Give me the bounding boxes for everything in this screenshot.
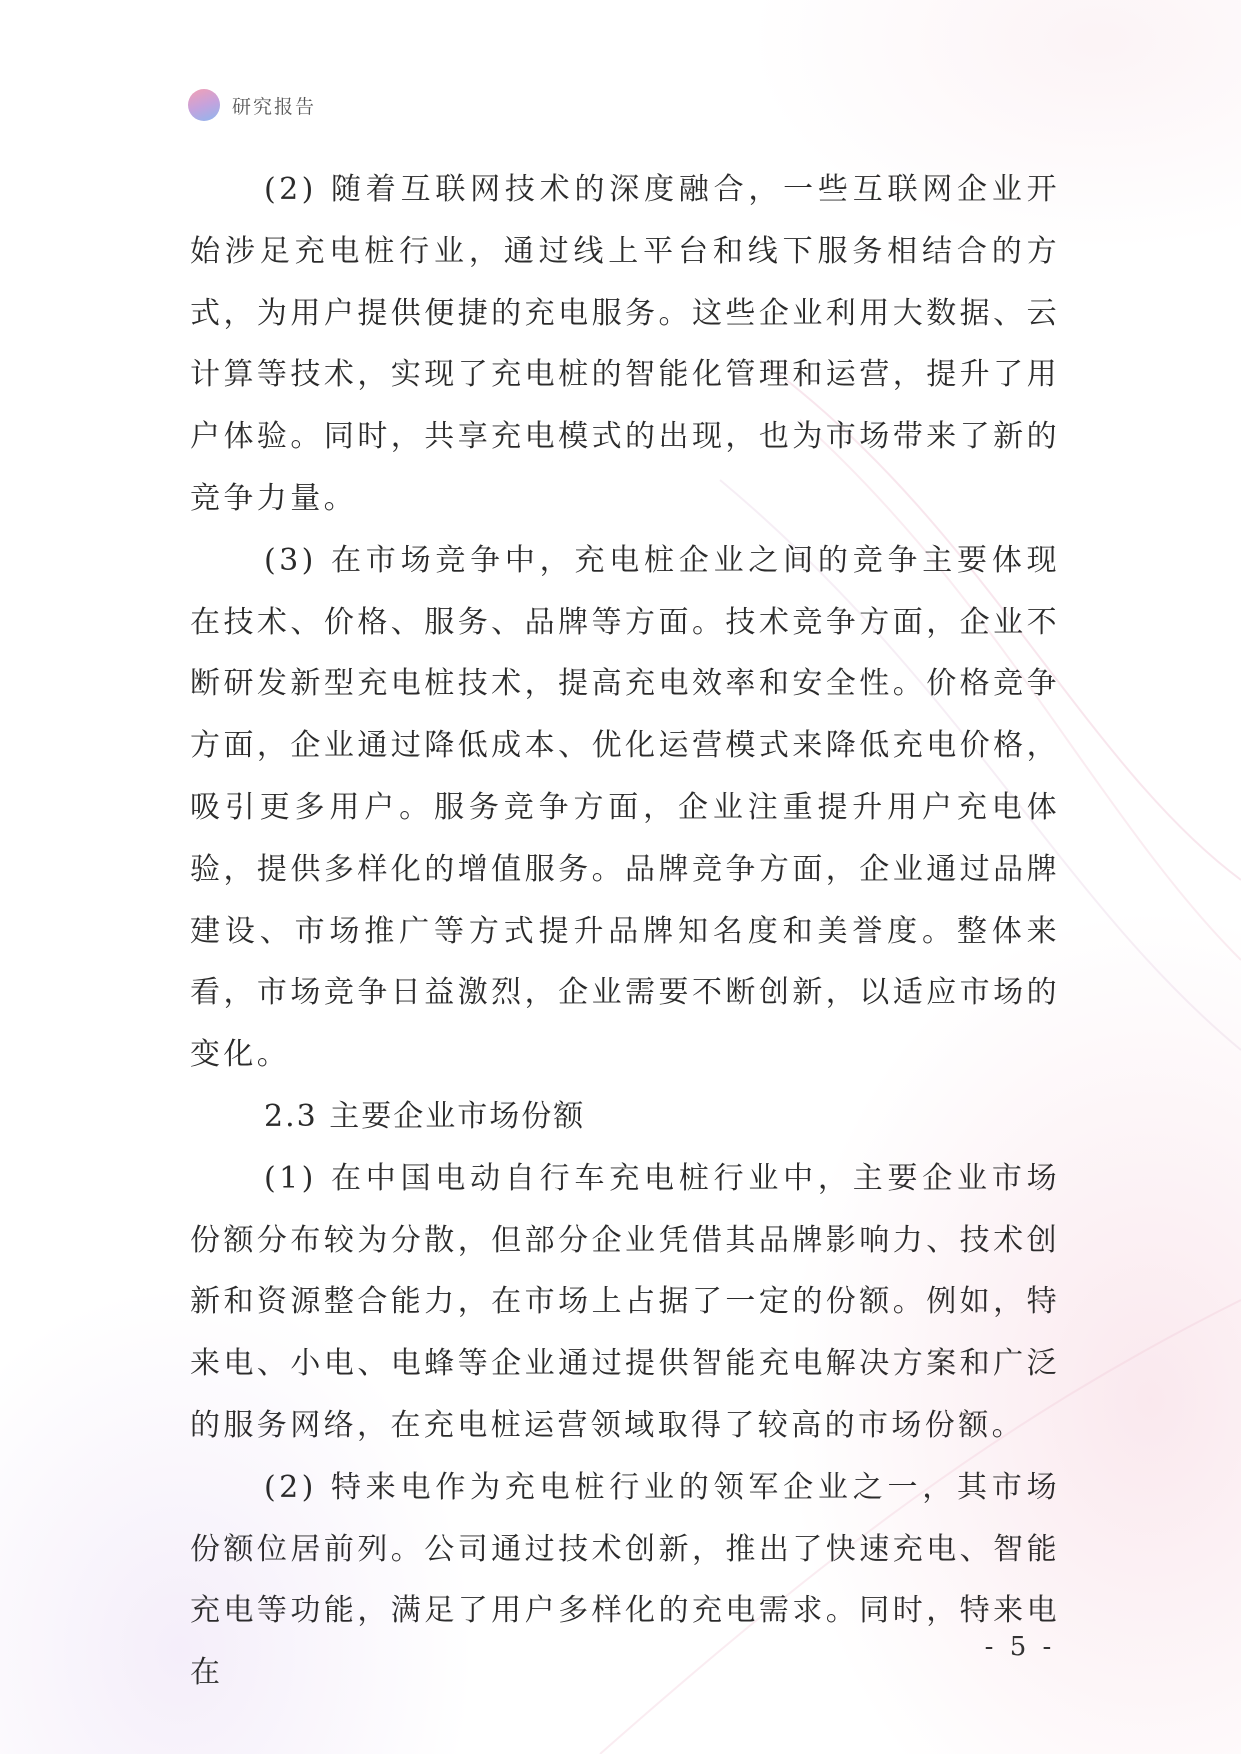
paragraph-competition-internet: (2) 随着互联网技术的深度融合，一些互联网企业开始涉足充电桩行业，通过线上平台和线下服务相结合的方式，为用户提供便捷的充电服务。这些企业利用大数据、云计算等技术，实现了充电桩的智能化管理和运营，提升了用户体验。同时，共享充电模式的出现，也为市场带来了新的竞争力量。	[190, 172, 1060, 516]
page-number: - 5 -	[984, 1632, 1056, 1662]
paragraph-teld-market-share: (2) 特来电作为充电桩行业的领军企业之一，其市场份额位居前列。公司通过技术创新，推出了快速充电、智能充电等功能，满足了用户多样化的充电需求。同时，特来电在	[190, 1469, 1060, 1691]
report-logo-icon	[188, 89, 220, 121]
paragraph-competition-aspects: (3) 在市场竞争中，充电桩企业之间的竞争主要体现在技术、价格、服务、品牌等方面。技术竞争方面，企业不断研发新型充电桩技术，提高充电效率和安全性。价格竞争方面，企业通过降低成本、优化运营模式来降低充电价格，吸引更多用户。服务竞争方面，企业注重提升用户充电体验，提供多样化的增值服务。品牌竞争方面，企业通过品牌建设、市场推广等方式提升品牌知名度和美誉度。整体来看，市场竞争日益激烈，企业需要不断创新，以适应市场的变化。	[190, 542, 1060, 1073]
document-body	[190, 159, 1060, 1704]
report-header	[188, 88, 316, 122]
section-heading-market-share: 2.3 主要企业市场份额	[264, 1098, 586, 1134]
paragraph-market-share-distribution: (1) 在中国电动自行车充电桩行业中，主要企业市场份额分布较为分散，但部分企业凭借其品牌影响力、技术创新和资源整合能力，在市场上占据了一定的份额。例如，特来电、小电、电蜂等企业通过提供智能充电解决方案和广泛的服务网络，在充电桩运营领域取得了较高的市场份额。	[190, 1160, 1060, 1443]
report-header-label: 研究报告	[232, 95, 317, 118]
